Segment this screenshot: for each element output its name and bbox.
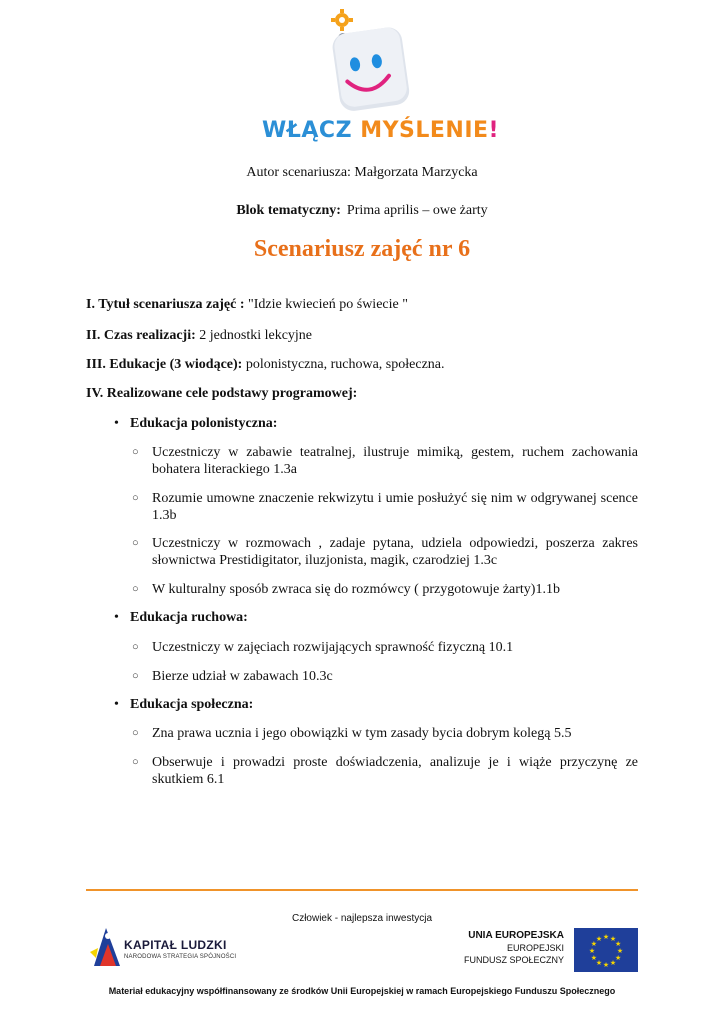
circle-bullet-icon: ○	[132, 727, 139, 739]
circle-bullet-icon: ○	[132, 641, 139, 653]
section-1-value: "Idzie kwiecień po świecie "	[244, 297, 408, 312]
circle-bullet-icon: ○	[132, 492, 139, 504]
circle-bullet-icon: ○	[132, 537, 139, 549]
circle-bullet-icon: ○	[132, 670, 139, 682]
bullet-icon: •	[114, 610, 119, 625]
group-title: Edukacja polonistyczna:	[130, 416, 278, 431]
block-value: Prima aprilis – owe żarty	[346, 203, 488, 218]
eu-star-icon: ★	[616, 947, 624, 955]
eu-star-icon: ★	[595, 959, 603, 968]
group-spoleczna	[114, 697, 253, 713]
section-3-label: III. Edukacje (3 wiodące):	[86, 357, 243, 372]
eu-text-block	[464, 930, 564, 966]
block-label: Blok tematyczny:	[236, 203, 341, 218]
kl-subtitle: NARODOWA STRATEGIA SPÓJNOŚCI	[124, 954, 237, 960]
gear-icon	[331, 9, 353, 31]
group-ruchowa	[114, 610, 248, 626]
group-title: Edukacja społeczna:	[130, 697, 254, 712]
eu-star-icon: ★	[614, 940, 622, 948]
eu-star-icon: ★	[609, 934, 617, 943]
page-title: Scenariusz zajęć nr 6	[253, 236, 471, 262]
list-item: ○ Uczestniczy w rozmowach , zadaje pytana, udziela odpowiedzi, poszerza zakres słownictwa Prestidigitator, iluzjonista, magik, czarodziej 1.3c	[132, 536, 638, 568]
list-item: ○ Rozumie umowne znaczenie rekwizytu i umie posłużyć się nim w odgrywanej scence 1.3b	[132, 491, 638, 523]
section-2-value: 2 jednostki lekcyjne	[195, 328, 313, 343]
eu-star-icon: ★	[602, 961, 610, 969]
footer-note: Materiał edukacyjny współfinansowany ze środków Unii Europejskiej w ramach Europejskiego Funduszu Społecznego	[108, 986, 616, 996]
eu-line-3: FUNDUSZ SPOŁECZNY	[463, 955, 564, 965]
footer-divider	[86, 889, 638, 891]
eu-line-1: UNIA EUROPEJSKA	[468, 930, 564, 941]
section-3-value: polonistyczna, ruchowa, społeczna.	[242, 357, 445, 372]
section-educations	[86, 357, 445, 373]
logo-word-1: WŁĄCZ	[262, 118, 361, 143]
bullet-icon: •	[114, 416, 119, 431]
list-item: ○ Zna prawa ucznia i jego obowiązki w tym zasady bycia dobrym kolegą 5.5	[132, 726, 572, 741]
eu-flag-icon	[574, 928, 638, 972]
group-title: Edukacja ruchowa:	[130, 610, 248, 625]
section-2-label: II. Czas realizacji:	[86, 328, 196, 343]
eu-star-icon: ★	[590, 954, 598, 962]
logo-wordmark	[262, 118, 500, 152]
circle-bullet-icon: ○	[132, 756, 139, 768]
section-time	[86, 328, 312, 344]
list-item: ○ W kulturalny sposób zwraca się do rozmówcy ( przygotowuje żarty)1.1b	[132, 582, 560, 597]
thematic-block-line	[0, 203, 724, 219]
eu-star-icon: ★	[614, 954, 622, 962]
author-line: Autor scenariusza: Małgorzata Marzycka	[246, 165, 478, 180]
eu-star-icon: ★	[588, 947, 596, 955]
logo-word-2: MYŚLENIE	[360, 118, 489, 143]
section-goals	[86, 386, 357, 402]
kl-title: KAPITAŁ LUDZKI	[124, 938, 227, 952]
section-4-label: IV. Realizowane cele podstawy programowej:	[86, 386, 358, 401]
eu-line-2: EUROPEJSKI	[506, 943, 564, 953]
eu-star-icon: ★	[602, 933, 610, 941]
list-item: ○ Uczestniczy w zabawie teatralnej, ilustruje mimiką, gestem, ruchem zachowania bohatera literackiego 1.3a	[132, 445, 638, 477]
section-title	[86, 297, 408, 313]
list-item: ○ Obserwuje i prowadzi proste doświadczenia, analizuje je i wiąże przyczynę ze skutkiem 6.1	[132, 755, 638, 787]
eu-star-icon: ★	[609, 959, 617, 968]
list-item: ○ Bierze udział w zabawach 10.3c	[132, 669, 333, 684]
eu-star-icon: ★	[595, 934, 603, 943]
eu-star-icon: ★	[590, 940, 598, 948]
circle-bullet-icon: ○	[132, 446, 139, 458]
logo-exclamation: !	[488, 118, 500, 143]
smiley-logo-icon	[322, 8, 412, 116]
bullet-icon: •	[114, 697, 119, 712]
section-1-label: I. Tytuł scenariusza zajęć :	[86, 297, 245, 312]
list-item: ○ Uczestniczy w zajęciach rozwijających sprawność fizyczną 10.1	[132, 640, 514, 655]
footer-motto: Człowiek - najlepsza inwestycja	[291, 913, 433, 924]
group-polonistyczna	[114, 416, 277, 432]
circle-bullet-icon: ○	[132, 583, 139, 595]
